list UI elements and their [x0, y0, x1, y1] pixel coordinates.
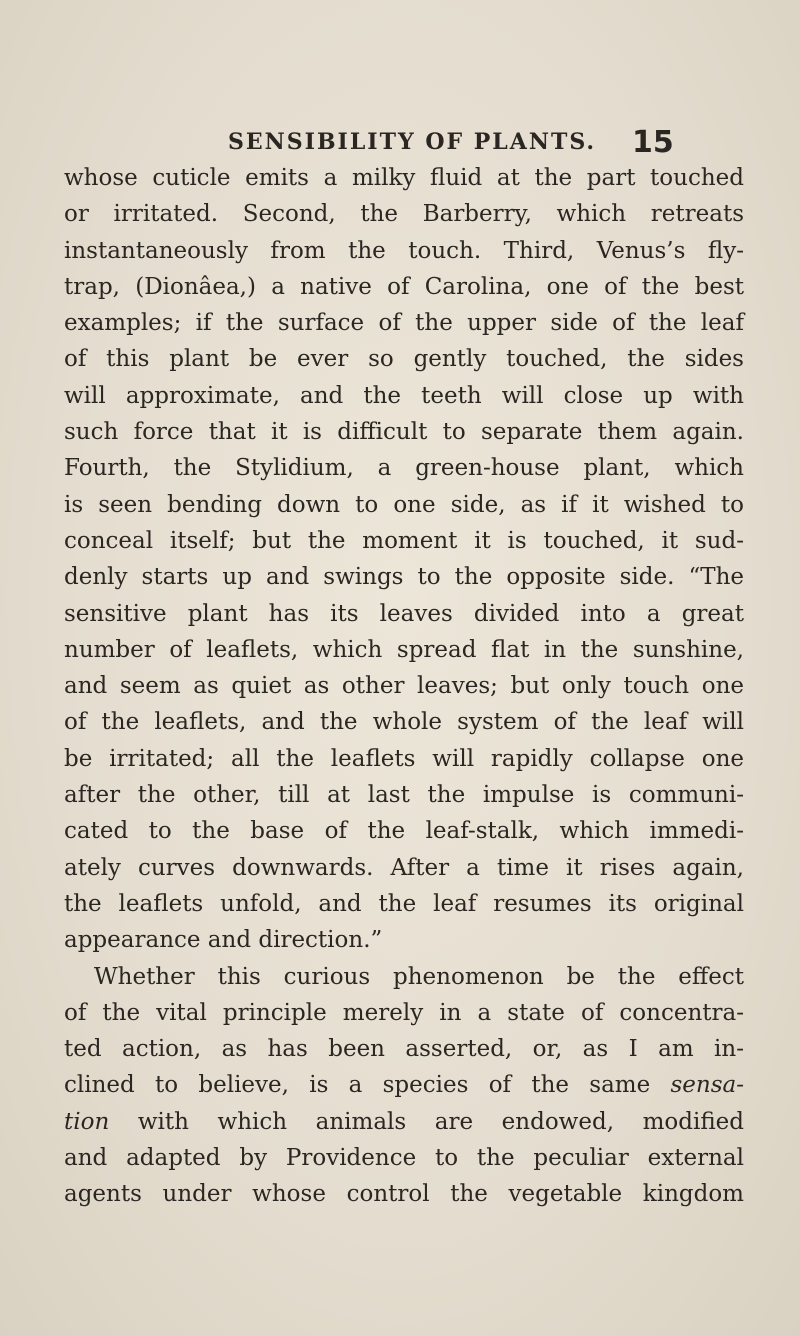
- body-text: [64, 160, 744, 1213]
- text-fragment: with which animals are endowed, modified: [137, 1108, 744, 1135]
- text-line: of this plant be ever so gently touched, the sides: [64, 346, 744, 373]
- text-line: the leaflets unfold, and the leaf resumes its original: [64, 890, 744, 917]
- text-line: whose cuticle emits a milky fluid at the part touched: [64, 165, 744, 191]
- text-line: ted action, as has been asserted, or, as I am in-: [64, 1036, 744, 1063]
- text-line: appearance and direction.”: [64, 927, 383, 954]
- text-line: and seem as quiet as other leaves; but only touch one: [64, 673, 744, 700]
- text-line: sensitive plant has its leaves divided into a great: [64, 600, 744, 627]
- text-line: or irritated. Second, the Barberry, which retreats: [64, 201, 744, 228]
- italic-fragment: tion: [64, 1108, 110, 1135]
- italic-fragment: sensa-: [670, 1072, 744, 1099]
- text-line: such force that it is difficult to separate them again.: [64, 419, 744, 446]
- text-line: of the vital principle merely in a state of concentra-: [64, 999, 744, 1026]
- text-line: conceal itself; but the moment it is touched, it sud-: [64, 527, 744, 554]
- page-number: 15: [632, 125, 674, 160]
- text-line: Whether this curious phenomenon be the effect: [94, 963, 744, 990]
- text-line: and adapted by Providence to the peculiar external: [64, 1145, 744, 1172]
- text-line: agents under whose control the vegetable kingdom: [64, 1181, 744, 1208]
- text-line-mixed: [64, 1104, 744, 1140]
- text-fragment: clined to believe, is a species of the same: [64, 1072, 651, 1099]
- text-line: is seen bending down to one side, as if it wished to: [64, 491, 744, 518]
- text-line: be irritated; all the leaflets will rapidly collapse one: [64, 745, 744, 772]
- text-line: trap, (Dionâea,) a native of Carolina, one of the best: [64, 273, 744, 300]
- text-line: denly starts up and swings to the opposite side. “The: [64, 564, 744, 591]
- text-line: examples; if the surface of the upper side of the leaf: [64, 310, 744, 337]
- text-line: instantaneously from the touch. Third, Venus’s fly-: [64, 237, 744, 264]
- text-line: will approximate, and the teeth will close up with: [64, 382, 744, 409]
- text-line: Fourth, the Stylidium, a green-house plant, which: [64, 455, 744, 482]
- text-line: cated to the base of the leaf-stalk, which immedi-: [64, 818, 744, 845]
- text-line: after the other, till at last the impulse is communi-: [64, 782, 744, 809]
- text-line-mixed: [64, 1067, 744, 1103]
- text-line: number of leaflets, which spread flat in the sunshine,: [64, 636, 744, 663]
- text-line: of the leaflets, and the whole system of the leaf will: [64, 709, 744, 736]
- text-line: ately curves downwards. After a time it rises again,: [64, 854, 744, 881]
- running-head: SENSIBILITY OF PLANTS.: [228, 129, 597, 155]
